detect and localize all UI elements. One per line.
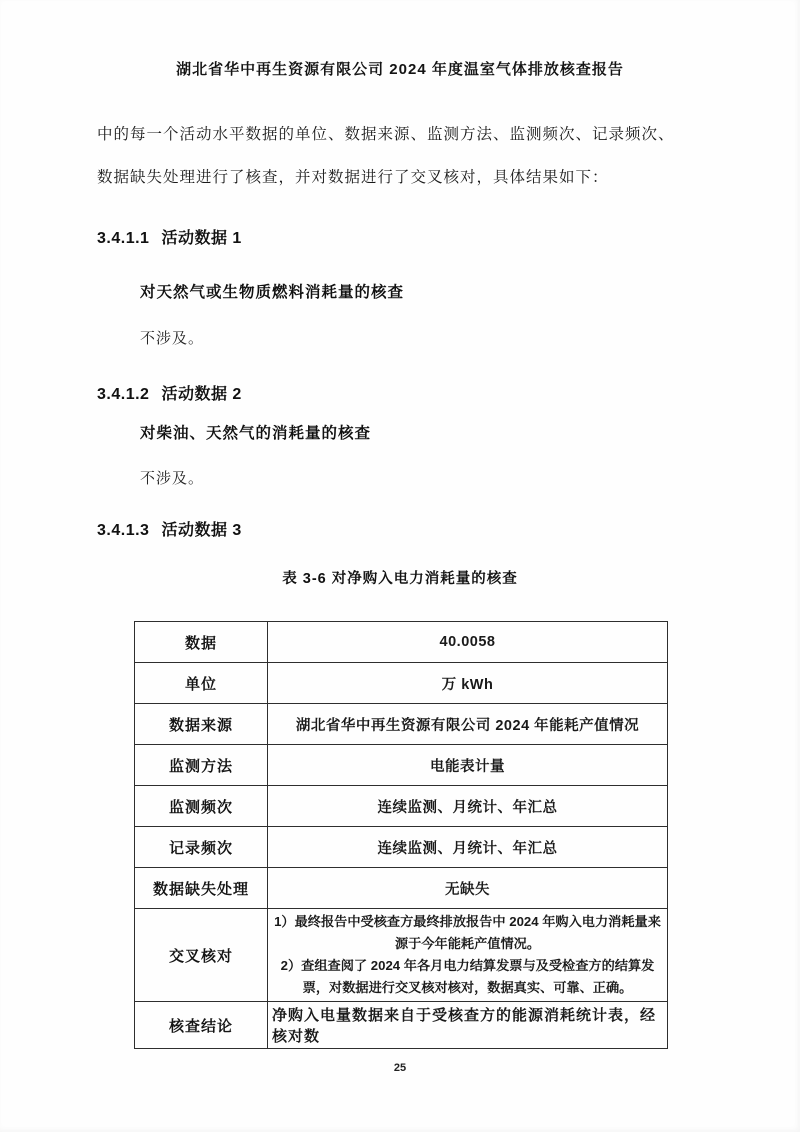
table-row <box>135 909 668 1002</box>
row-label: 数据 <box>135 622 268 663</box>
section-number: 3.4.1.1 <box>97 230 150 247</box>
row-label: 数据来源 <box>135 704 268 745</box>
row-label: 记录频次 <box>135 827 268 868</box>
row-label: 交叉核对 <box>135 909 268 1002</box>
table-row <box>135 622 668 663</box>
table-row <box>135 663 668 704</box>
row-label: 数据缺失处理 <box>135 868 268 909</box>
cross-check-item-2: 2）查组查阅了 2024 年各月电力结算发票与及受检查方的结算发票，对数据进行交叉核对核对，数据真实、可靠、正确。 <box>280 958 655 995</box>
row-value: 湖北省华中再生资源有限公司 2024 年能耗产值情况 <box>268 704 668 745</box>
row-value: 无缺失 <box>268 868 668 909</box>
row-value: 电能表计量 <box>268 745 668 786</box>
intro-paragraph <box>97 113 703 199</box>
table-row <box>135 868 668 909</box>
section-heading-3413 <box>97 517 800 540</box>
row-value <box>268 909 668 1002</box>
row-value: 净购入电量数据来自于受核查方的能源消耗统计表，经核对数 <box>268 1002 668 1049</box>
row-value: 连续监测、月统计、年汇总 <box>268 827 668 868</box>
row-value: 连续监测、月统计、年汇总 <box>268 786 668 827</box>
verification-table <box>134 621 668 1049</box>
row-label: 单位 <box>135 663 268 704</box>
section-title: 活动数据 1 <box>161 230 242 247</box>
document-header-title: 湖北省华中再生资源有限公司 2024 年度温室气体排放核查报告 <box>176 61 624 78</box>
intro-line-1: 中的每一个活动水平数据的单位、数据来源、监测方法、监测频次、记录频次、 <box>97 126 675 143</box>
table-row <box>135 786 668 827</box>
row-value: 40.0058 <box>268 622 668 663</box>
table-row <box>135 745 668 786</box>
section-heading-3411 <box>97 225 800 248</box>
section-body-3412: 不涉及。 <box>140 470 205 487</box>
section-heading-3412 <box>97 381 800 404</box>
section-subheading-3411: 对天然气或生物质燃料消耗量的核查 <box>140 284 405 301</box>
section-title: 活动数据 3 <box>161 522 242 539</box>
section-number: 3.4.1.2 <box>97 386 150 403</box>
section-number: 3.4.1.3 <box>97 522 150 539</box>
section-title: 活动数据 2 <box>161 386 242 403</box>
table-row <box>135 1002 668 1049</box>
section-body-3411: 不涉及。 <box>140 330 205 347</box>
section-subheading-3412: 对柴油、天然气的消耗量的核查 <box>140 425 372 442</box>
row-label: 监测频次 <box>135 786 268 827</box>
intro-line-2: 数据缺失处理进行了核查，并对数据进行了交叉核对，具体结果如下： <box>97 169 609 186</box>
cross-check-item-1: 1）最终报告中受核查方最终排放报告中 2024 年购入电力消耗量来源于今年能耗产值情况。 <box>274 914 661 951</box>
row-value: 万 kWh <box>268 663 668 704</box>
row-label: 监测方法 <box>135 745 268 786</box>
table-row <box>135 704 668 745</box>
page-number: 25 <box>393 1062 407 1074</box>
row-label: 核查结论 <box>135 1002 268 1049</box>
table-row <box>135 827 668 868</box>
table-caption: 表 3-6 对净购入电力消耗量的核查 <box>282 571 518 587</box>
